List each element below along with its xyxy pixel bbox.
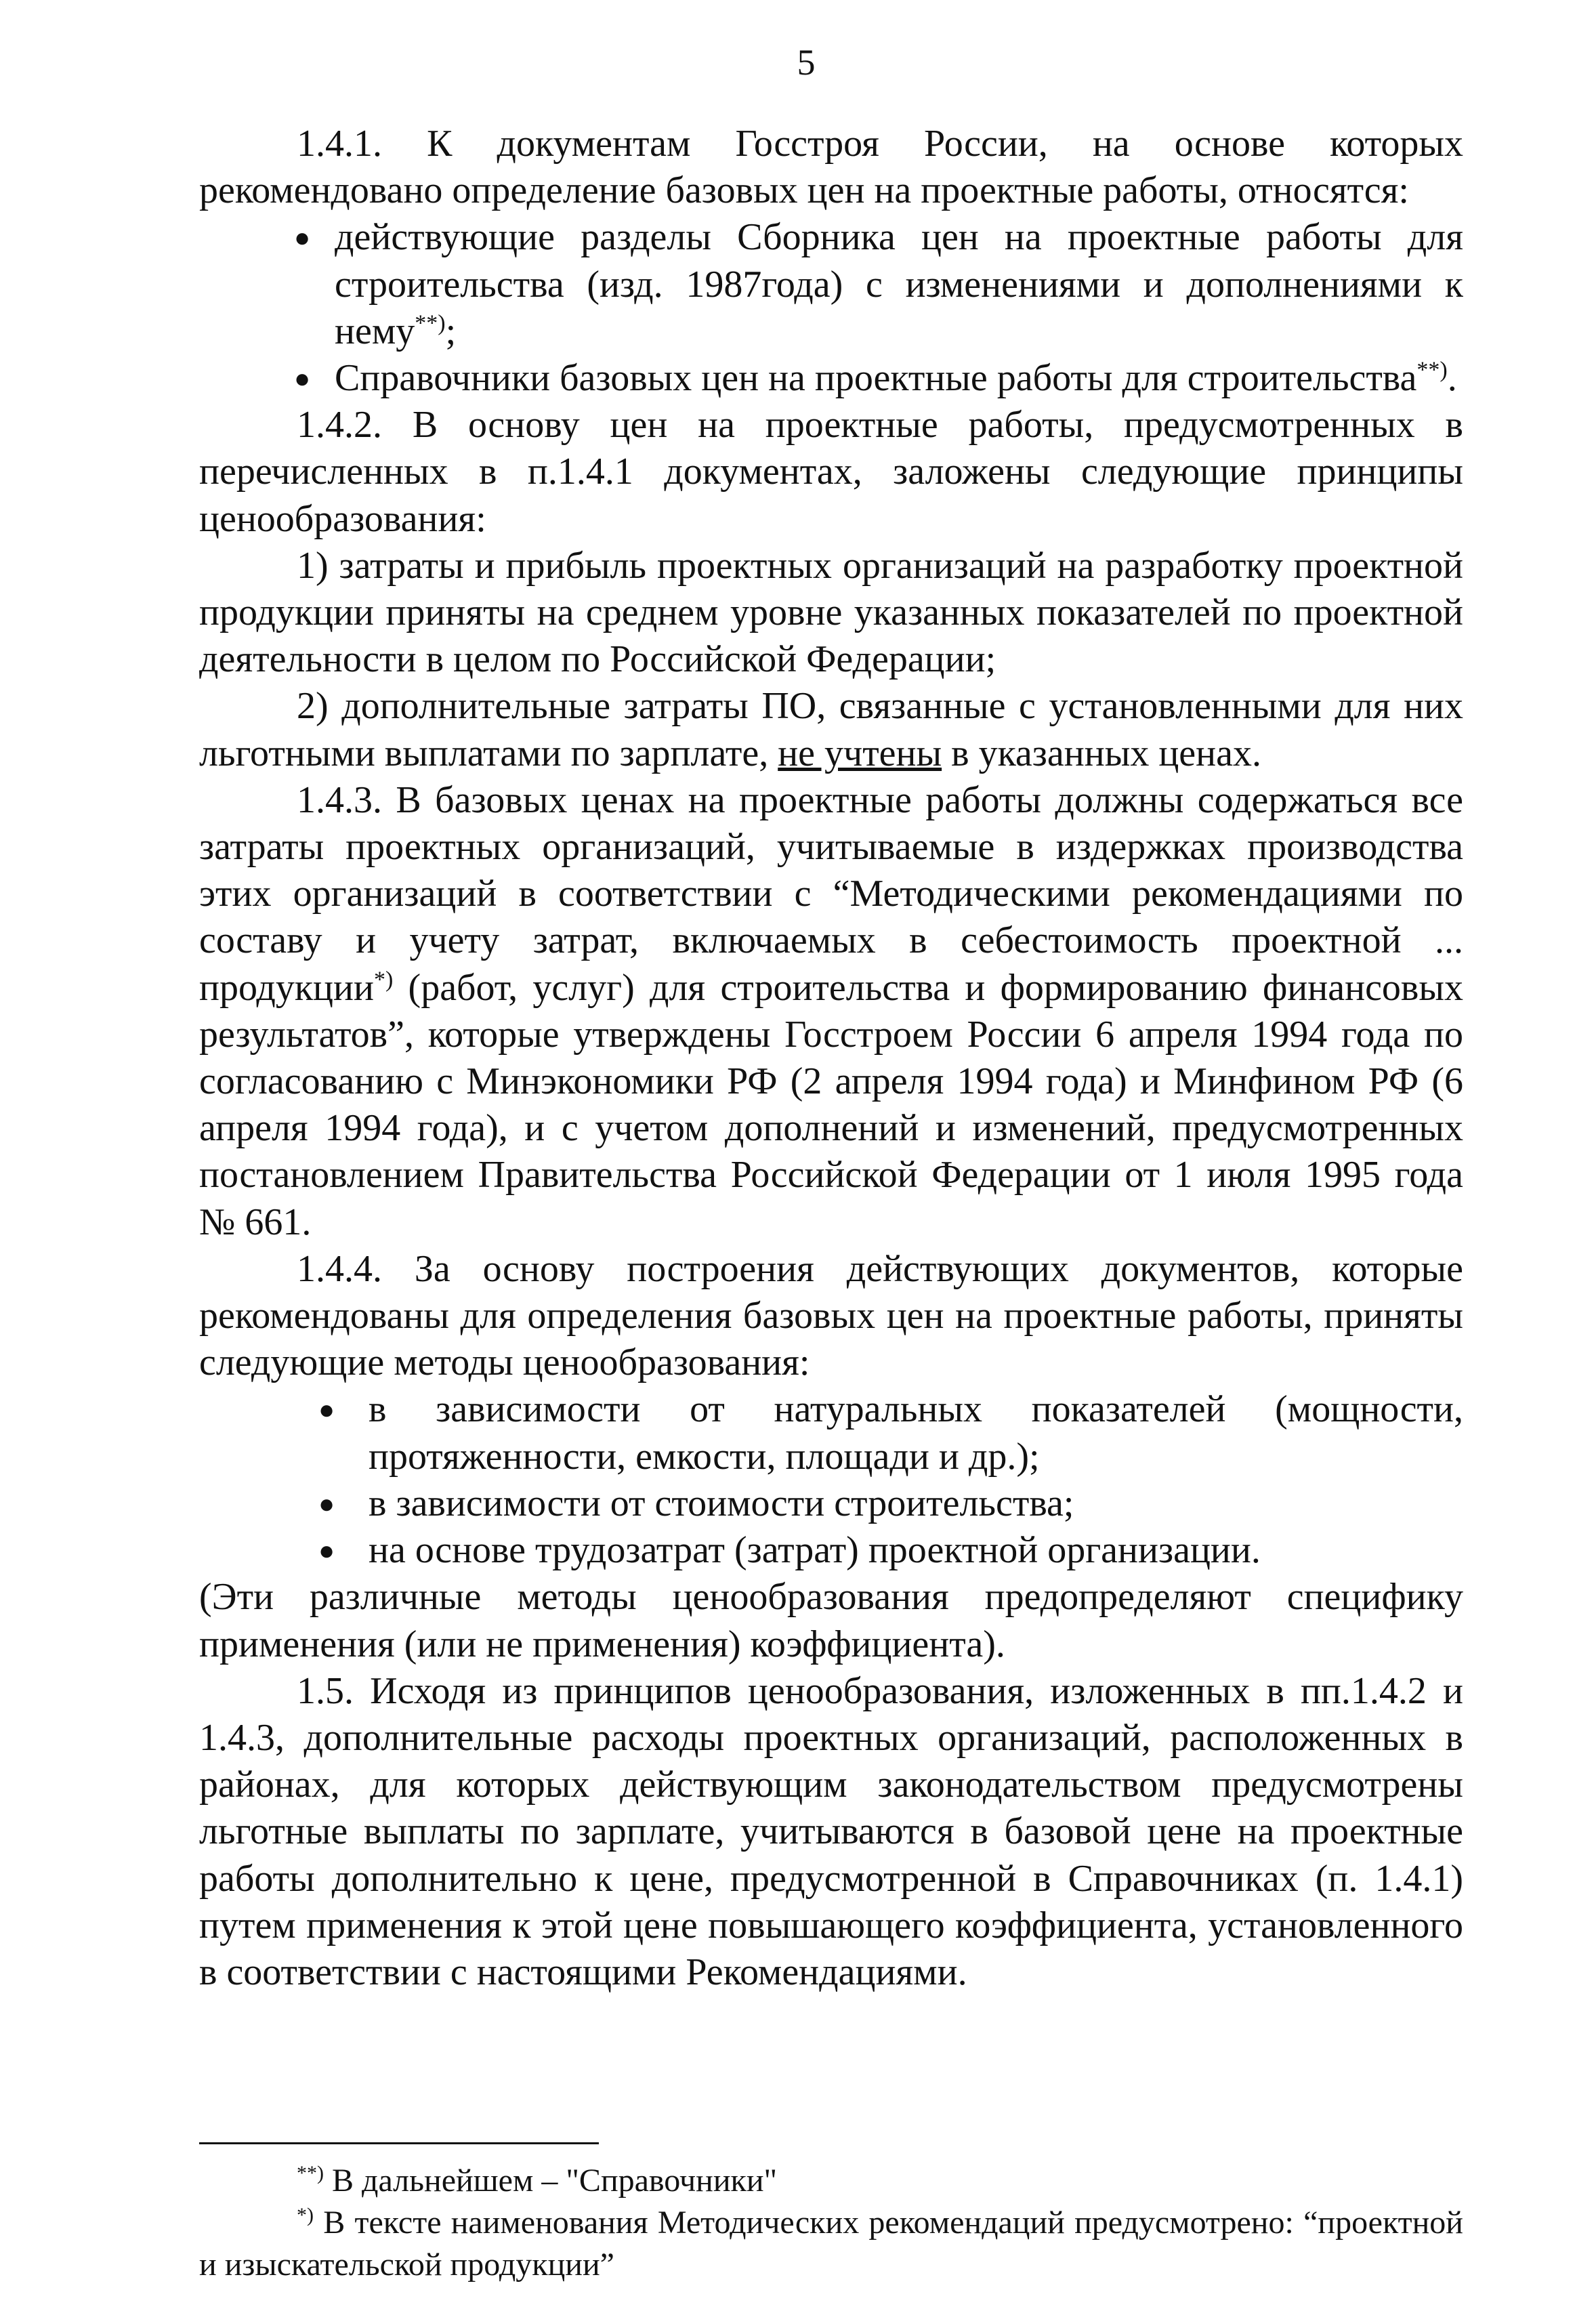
documents-list [199, 214, 1463, 402]
footnote-mark: **) [297, 2162, 324, 2184]
bullet-icon: ● [318, 1488, 335, 1519]
paragraph-methods-note: (Эти различные методы ценообразования предопределяют специфику применения (или не применения) коэффициента). [199, 1576, 1463, 1665]
footnote-ref: **) [415, 310, 446, 336]
footnotes [199, 2160, 1463, 2286]
paragraph-1-4-3 [199, 777, 1463, 1246]
list-item-punct: . [1447, 357, 1457, 400]
page-number: 5 [797, 42, 816, 83]
footnote-mark: *) [297, 2204, 314, 2226]
bullet-icon: ● [294, 222, 311, 253]
item-2-text: 2) дополнительные затраты ПО, связанные с установленными для них льготными выплатами по зарплате, [199, 685, 1463, 774]
footnote-divider [199, 2142, 599, 2144]
list-item-text: Справочники базовых цен на проектные работы для строительства [335, 357, 1417, 400]
paragraph-1-4-3-text-end: (работ, услуг) для строительства и формированию финансовых результатов”, которые утверждены Госстроем России 6 апреля 1994 года по согласованию с Минэкономики РФ (2 апреля 1994 года) и Минфином РФ (6 апреля 1994 года), и с учетом дополнений и изменений, предусмотренных постановлением Правительства Российской Федерации от 1 июля 1995 года № 661. [199, 966, 1463, 1243]
paragraph-1-4-1: 1.4.1. К документам Госстроя России, на основе которых рекомендовано определение базовых цен на проектные работы, относятся: [199, 123, 1463, 212]
list-item-text: действующие разделы Сборника цен на проектные работы для строительства (изд. 1987года) с изменениями и дополнениями к нему [335, 216, 1463, 352]
footnote-1 [199, 2160, 1463, 2202]
list-item [199, 214, 1463, 355]
bullet-icon: ● [294, 363, 311, 394]
list-item-text: на основе трудозатрат (затрат) проектной организации. [369, 1529, 1261, 1572]
paragraph-1-4-2-item-2 [199, 683, 1463, 776]
paragraph-1-4-2: 1.4.2. В основу цен на проектные работы, предусмотренных в перечисленных в п.1.4.1 документах, заложены следующие принципы ценообразования: [199, 404, 1463, 540]
footnote-2 [199, 2202, 1463, 2286]
footnote-text: В тексте наименования Методических рекомендаций предусмотрено: “проектной и изыскательской продукции” [199, 2205, 1463, 2283]
list-item-text: в зависимости от натуральных показателей (мощности, протяженности, емкости, площади и др.); [369, 1388, 1463, 1478]
bullet-icon: ● [318, 1394, 335, 1425]
paragraph-1-4-3-text: 1.4.3. В базовых ценах на проектные работы должны содержаться все затраты проектных организаций, учитываемые в издержках производства этих организаций в соответствии с “Методическими рекомендациями по составу и учету затрат, включаемых в себестоимость проектной ... продукции [199, 778, 1463, 1009]
paragraph-1-5: 1.5. Исходя из принципов ценообразования, изложенных в пп.1.4.2 и 1.4.3, дополнительные расходы проектных организаций, расположенных в районах, для которых действующим законодательством предусмотрены льготные выплаты по зарплате, учитываются в базовой цене на проектные работы дополнительно к цене, предусмотренной в Справочниках (п. 1.4.1) путем применения к этой цене повышающего коэффициента, установленного в соответствии с настоящими Рекомендациями. [199, 1669, 1463, 1993]
body-text [199, 121, 1463, 1996]
bullet-icon: ● [318, 1535, 335, 1566]
list-item [199, 355, 1463, 402]
list-item-text: в зависимости от стоимости строительства; [369, 1482, 1074, 1524]
paragraph-1-4-4: 1.4.4. За основу построения действующих документов, которые рекомендованы для определения базовых цен на проектные работы, приняты следующие методы ценообразования: [199, 1247, 1463, 1384]
list-item [199, 1386, 1463, 1480]
footnote-ref: **) [1416, 357, 1448, 383]
item-2-text-end: в указанных ценах. [942, 732, 1261, 774]
list-item [199, 1480, 1463, 1527]
paragraph-1-4-2-item-1: 1) затраты и прибыль проектных организаций на разработку проектной продукции приняты на среднем уровне указанных показателей по проектной деятельности в целом по Российской Федерации; [199, 544, 1463, 681]
list-item-punct: ; [445, 310, 457, 352]
footnote-ref: *) [373, 967, 394, 992]
list-item [199, 1527, 1463, 1574]
methods-list [199, 1386, 1463, 1574]
item-2-underlined-text: не учтены [778, 732, 942, 774]
footnote-text: В дальнейшем – "Справочники" [324, 2163, 778, 2199]
